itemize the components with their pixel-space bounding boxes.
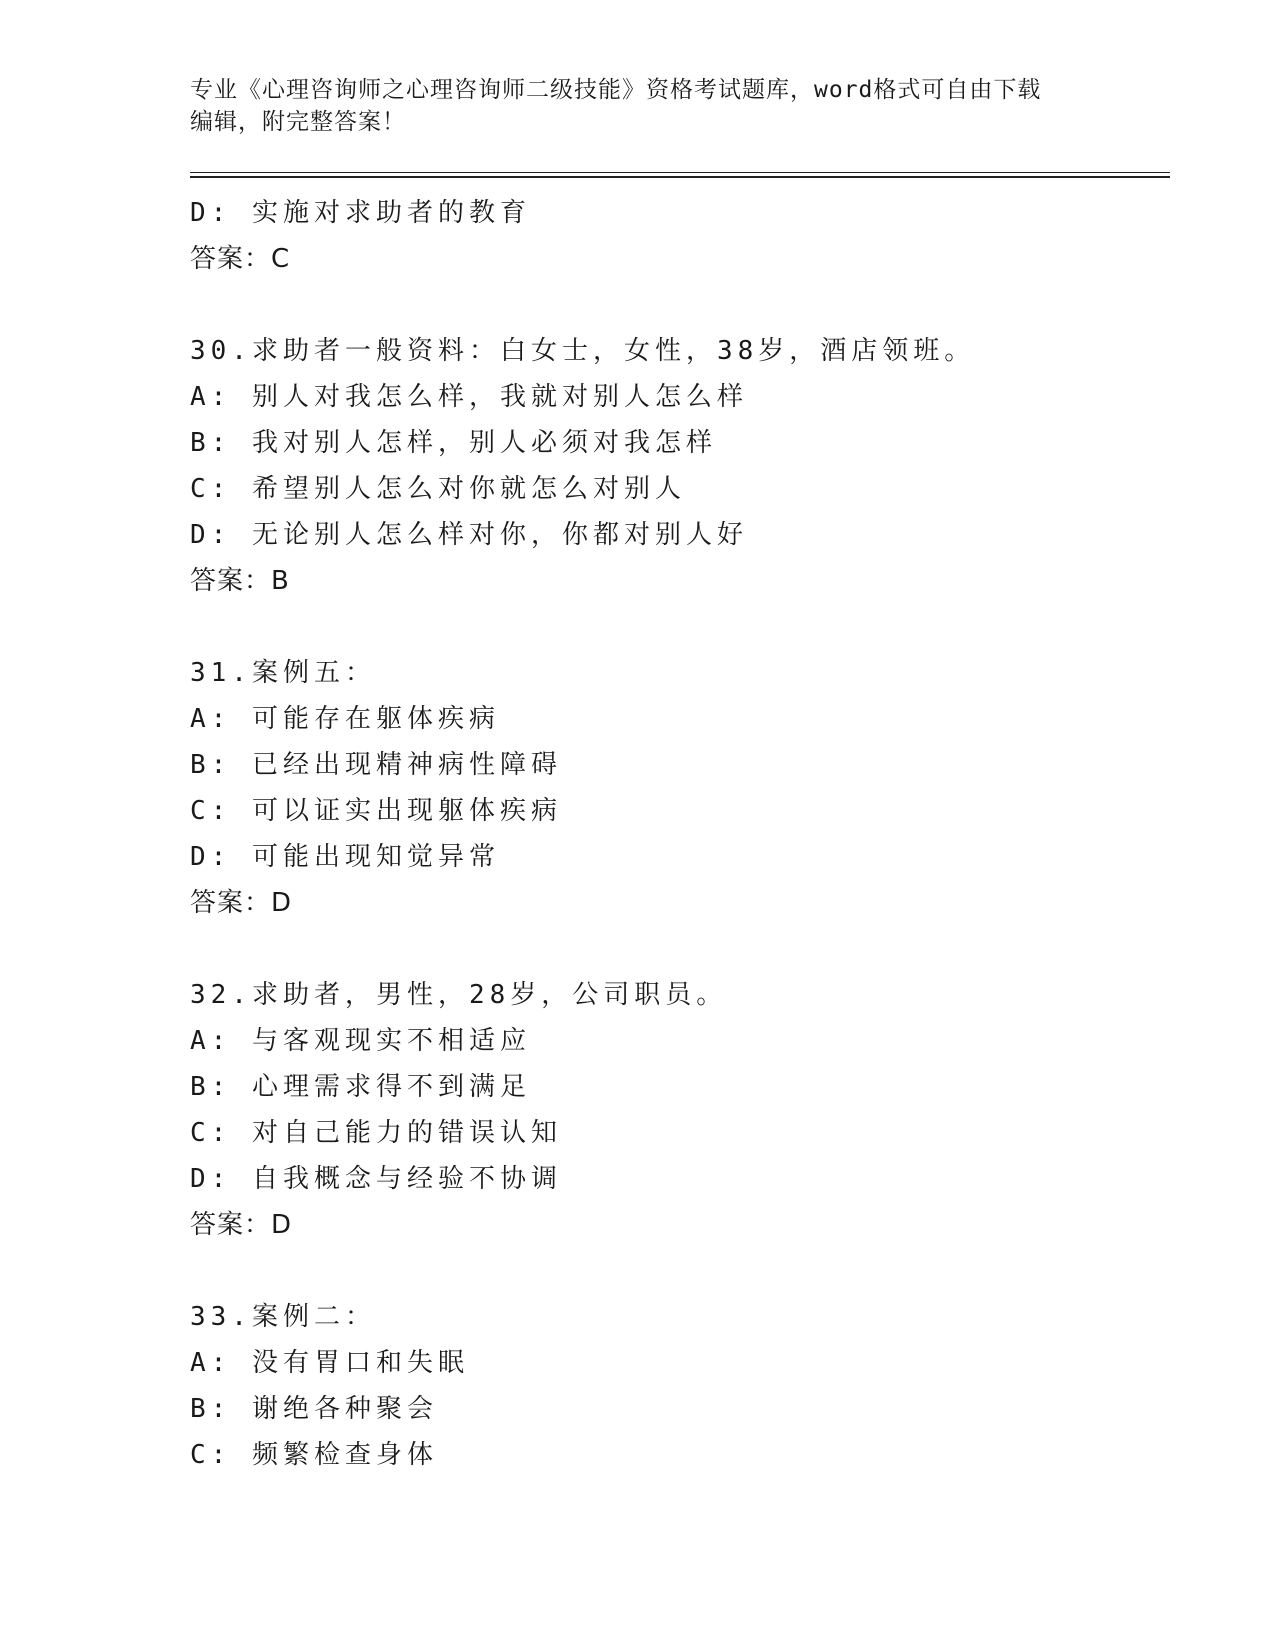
option-a: A: 可能存在躯体疾病 — [190, 704, 500, 734]
question-stem: 33.案例二： — [190, 1302, 376, 1332]
option-c: C: 对自己能力的错误认知 — [190, 1118, 562, 1148]
header-rule-thin — [190, 172, 1170, 173]
header-rule-thick — [190, 176, 1170, 178]
header-line-2: 编辑，附完整答案！ — [190, 109, 406, 135]
question-32 — [190, 972, 1170, 1248]
option-c: C: 可以证实出现躯体疾病 — [190, 796, 562, 826]
spacer — [190, 926, 1170, 972]
option-a: A: 别人对我怎么样，我就对别人怎么样 — [190, 382, 748, 412]
option-d: D: 自我概念与经验不协调 — [190, 1164, 562, 1194]
answer-label: 答案：D — [190, 1210, 293, 1240]
question-stem: 30.求助者一般资料：白女士，女性，38岁，酒店领班。 — [190, 336, 976, 366]
question-fragment — [190, 190, 1170, 282]
answer-label: 答案：D — [190, 888, 293, 918]
spacer — [190, 1248, 1170, 1294]
option-b: B: 我对别人怎样，别人必须对我怎样 — [190, 428, 717, 458]
header-line-1: 专业《心理咨询师之心理咨询师二级技能》资格考试题库，word格式可自由下载 — [190, 77, 1042, 103]
option-d: D: 实施对求助者的教育 — [190, 198, 531, 228]
page-header — [190, 74, 1090, 138]
option-b: B: 谢绝各种聚会 — [190, 1394, 438, 1424]
question-stem: 32.求助者，男性，28岁，公司职员。 — [190, 980, 728, 1010]
question-stem: 31.案例五： — [190, 658, 376, 688]
option-d: D: 无论别人怎么样对你，你都对别人好 — [190, 520, 748, 550]
answer-label: 答案：B — [190, 566, 290, 596]
option-b: B: 已经出现精神病性障碍 — [190, 750, 562, 780]
question-31 — [190, 650, 1170, 926]
option-b: B: 心理需求得不到满足 — [190, 1072, 531, 1102]
option-c: C: 频繁检查身体 — [190, 1440, 438, 1470]
option-a: A: 没有胃口和失眠 — [190, 1348, 469, 1378]
spacer — [190, 604, 1170, 650]
question-33 — [190, 1294, 1170, 1478]
question-list — [190, 190, 1170, 1478]
option-c: C: 希望别人怎么对你就怎么对别人 — [190, 474, 686, 504]
option-d: D: 可能出现知觉异常 — [190, 842, 500, 872]
answer-label: 答案：C — [190, 244, 291, 274]
question-30 — [190, 328, 1170, 604]
option-a: A: 与客观现实不相适应 — [190, 1026, 531, 1056]
spacer — [190, 282, 1170, 328]
